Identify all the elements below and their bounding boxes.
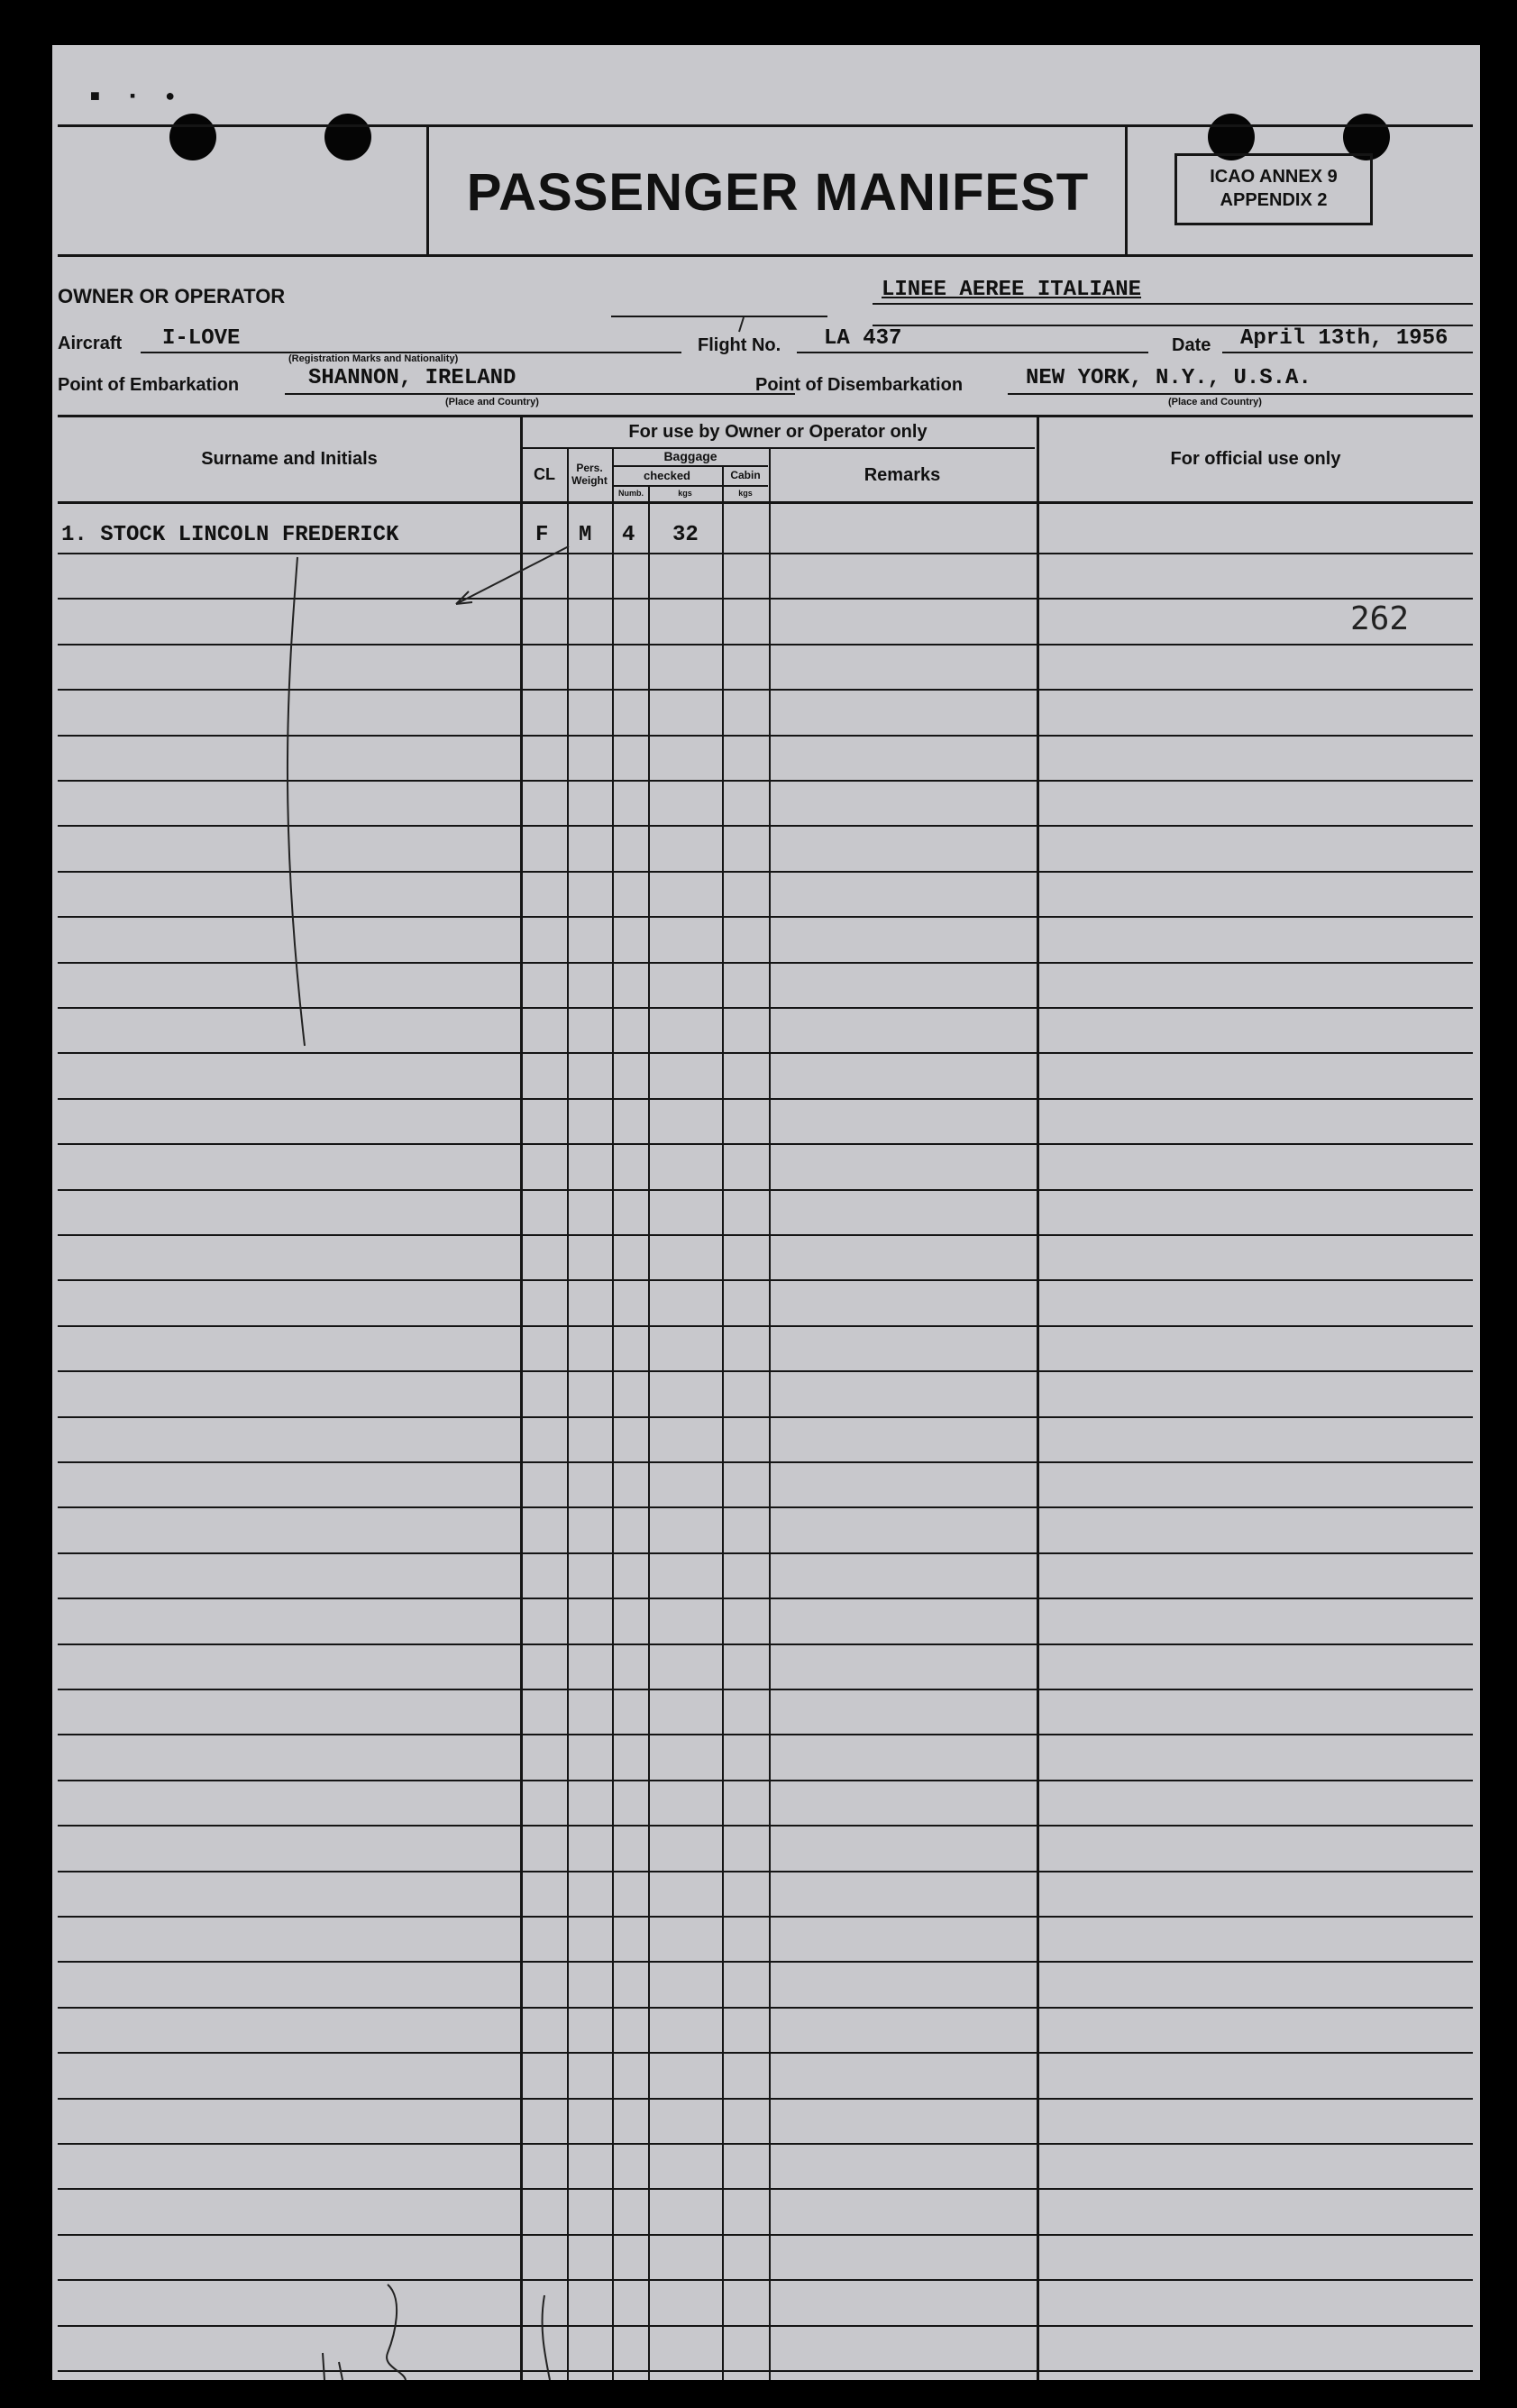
- cl-header: CL: [534, 465, 555, 483]
- date-value: April 13th, 1956: [1240, 326, 1448, 351]
- scribble-bottom: [323, 2284, 406, 2380]
- aircraft-label: Aircraft: [58, 334, 123, 353]
- corner-marks: ■ ▪ ●: [90, 87, 188, 105]
- cabin-kgs-header: kgs: [738, 489, 753, 498]
- embarkation-hint: (Place and Country): [445, 397, 539, 407]
- aircraft-value: I-LOVE: [162, 326, 241, 351]
- cabin-header: Cabin: [730, 469, 761, 481]
- owner-value: LINEE AEREE ITALIANE: [882, 278, 1142, 302]
- checked-header: checked: [643, 469, 691, 482]
- remarks-header: Remarks: [864, 465, 941, 485]
- embarkation-label: Point of Embarkation: [58, 375, 240, 395]
- weight-header: Weight: [571, 474, 608, 487]
- icao-line-2: APPENDIX 2: [1220, 190, 1328, 210]
- pen-marks: [52, 45, 1480, 2380]
- pers-header: Pers.: [576, 462, 603, 474]
- stamp-number: 262: [1350, 600, 1410, 637]
- disembarkation-hint: (Place and Country): [1168, 397, 1262, 407]
- arrow-line: [456, 546, 569, 604]
- baggage-kgs: 32: [672, 523, 699, 547]
- disembarkation-value: NEW YORK, N.Y., U.S.A.: [1026, 366, 1311, 390]
- manifest-sheet: [52, 45, 1480, 2380]
- tick-mark: [739, 317, 744, 332]
- official-use-header: For official use only: [1170, 449, 1341, 469]
- numb-header: Numb.: [618, 489, 644, 498]
- baggage-header: Baggage: [663, 449, 717, 463]
- owner-use-header: For use by Owner or Operator only: [628, 422, 928, 442]
- baggage-number: 4: [622, 523, 635, 547]
- disembarkation-label: Point of Disembarkation: [755, 375, 964, 395]
- passenger-name: 1. STOCK LINCOLN FREDERICK: [61, 523, 399, 547]
- scribble-column: [543, 2295, 550, 2380]
- icao-line-1: ICAO ANNEX 9: [1210, 167, 1338, 187]
- form-title: PASSENGER MANIFEST: [466, 163, 1090, 222]
- surname-header: Surname and Initials: [201, 449, 378, 469]
- flight-value: LA 437: [824, 326, 902, 351]
- bracket-line: [288, 557, 305, 1046]
- owner-label: OWNER OR OPERATOR: [58, 285, 286, 307]
- flight-label: Flight No.: [698, 335, 781, 355]
- passenger-weight: M: [579, 523, 592, 547]
- embarkation-value: SHANNON, IRELAND: [308, 366, 516, 390]
- registration-hint: (Registration Marks and Nationality): [288, 353, 459, 364]
- passenger-class: F: [535, 523, 549, 547]
- kgs-header: kgs: [678, 489, 692, 498]
- date-label: Date: [1172, 335, 1211, 355]
